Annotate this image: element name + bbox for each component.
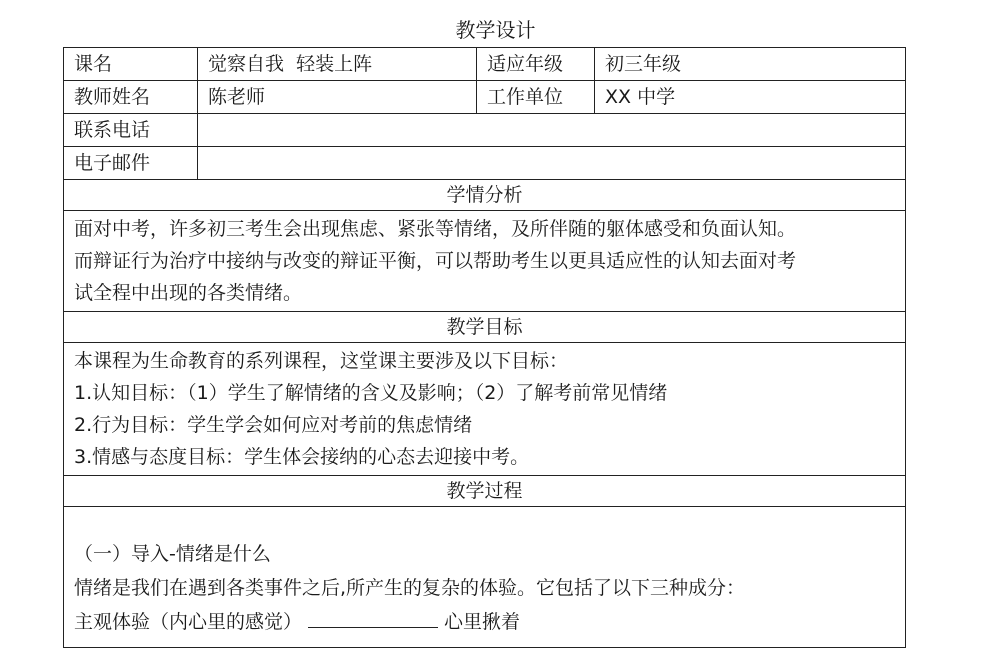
phone-label: 联系电话 [64,114,198,147]
objectives-heading: 教学目标 [64,312,906,343]
document-title: 教学设计 [455,18,536,42]
email-row [64,147,906,180]
process-section-title: （一）导入-情绪是什么 [74,543,271,565]
objectives-line: 2.行为目标：学生学会如何应对考前的焦虑情绪 [74,414,473,436]
component-subjective: 主观体验（内心里的感觉） [74,611,303,633]
process-body [64,507,906,648]
phone-value [198,114,906,147]
analysis-body-row [64,211,906,312]
objectives-body [64,343,906,476]
email-label: 电子邮件 [64,147,198,180]
course-row [64,48,906,81]
objectives-body-row [64,343,906,476]
course-value: 觉察自我 轻装上阵 [198,48,477,81]
component-example: 心里揪着 [444,611,521,633]
objectives-line: 本课程为生命教育的系列课程，这堂课主要涉及以下目标： [74,350,569,372]
teacher-value: 陈老师 [198,81,477,114]
objectives-line: 1.认知目标：（1）学生了解情绪的含义及影响；（2）了解考前常见情绪 [74,382,668,404]
email-value [198,147,906,180]
analysis-line: 面对中考，许多初三考生会出现焦虑、紧张等情绪，及所伴随的躯体感受和负面认知。 [74,218,797,240]
analysis-line: 而辩证行为治疗中接纳与改变的辩证平衡，可以帮助考生以更具适应性的认知去面对考 [74,250,797,272]
unit-value: XX 中学 [595,81,906,114]
process-heading-row [64,476,906,507]
objectives-line: 3.情感与态度目标：学生体会接纳的心态去迎接中考。 [74,446,530,468]
process-components-line [74,605,895,639]
analysis-body [64,211,906,312]
analysis-line: 试全程中出现的各类情绪。 [74,282,303,304]
process-body-row [64,507,906,648]
lesson-plan-table [63,47,906,648]
course-label: 课名 [64,48,198,81]
grade-label: 适应年级 [477,48,595,81]
analysis-heading-row [64,180,906,211]
teacher-label: 教师姓名 [64,81,198,114]
phone-row [64,114,906,147]
fill-in-blank [308,609,438,628]
unit-label: 工作单位 [477,81,595,114]
grade-value: 初三年级 [595,48,906,81]
analysis-heading: 学情分析 [64,180,906,211]
teacher-row [64,81,906,114]
process-heading: 教学过程 [64,476,906,507]
process-intro: 情绪是我们在遇到各类事件之后,所产生的复杂的体验。它包括了以下三种成分： [74,577,746,599]
objectives-heading-row [64,312,906,343]
